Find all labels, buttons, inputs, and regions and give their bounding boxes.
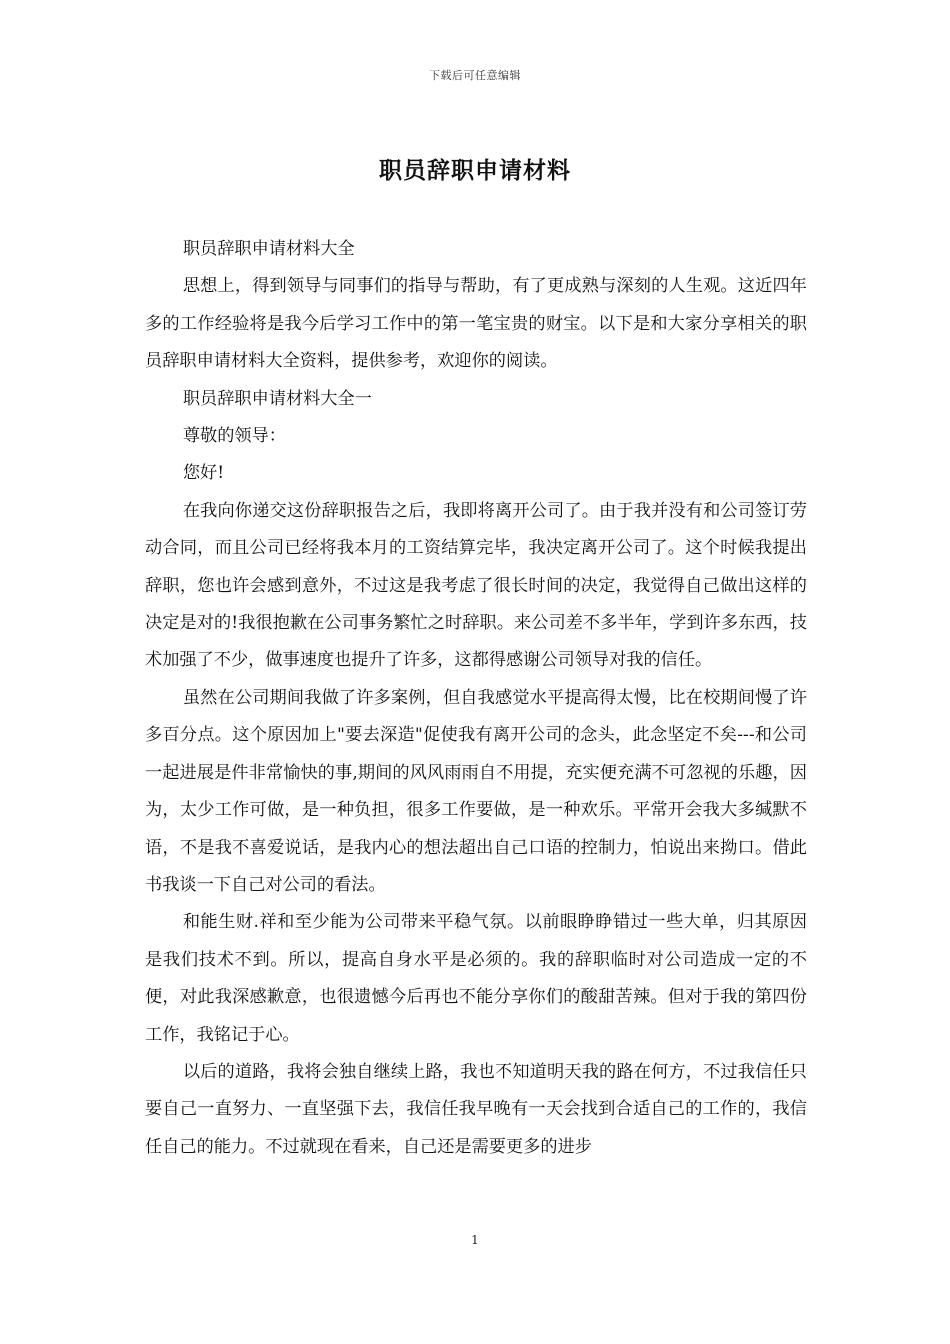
paragraph-body: 以后的道路，我将会独自继续上路，我也不知道明天我的路在何方，不过我信任只要自己一直努力、一直坚强下去，我信任我早晚有一天会找到合适自己的工作的，我信任自己的能力。不过就现在看来，自己还是需要更多的进步 <box>145 1061 807 1157</box>
page-number: 1 <box>471 1233 479 1247</box>
paragraph-greeting: 您好! <box>182 463 225 484</box>
document-body <box>145 231 807 1166</box>
page-header-note: 下载后可任意编辑 <box>429 69 521 82</box>
paragraph-body: 虽然在公司期间我做了许多案例，但自我感觉水平提高得太慢，比在校期间慢了许多百分点。这个原因加上"要去深造"促使我有离开公司的念头，此念坚定不矣---和公司一起进展是件非常愉快的事,期间的风风雨雨自不用提，充实便充满不可忽视的乐趣，因为，太少工作可做，是一种负担，很多工作要做，是一种欢乐。平常开会我大多缄默不语，不是我不喜爱说话，是我内心的想法超出自己口语的控制力，怕说出来拗口。借此书我谈一下自己对公司的看法。 <box>145 687 807 895</box>
paragraph-intro-heading: 职员辞职申请材料大全 <box>182 239 355 259</box>
paragraph-intro: 思想上，得到领导与同事们的指导与帮助，有了更成熟与深刻的人生观。这近四年多的工作经验将是我今后学习工作中的第一笔宝贵的财宝。以下是和大家分享相关的职员辞职申请材料大全资料，提供参考，欢迎你的阅读。 <box>145 276 807 372</box>
document-title: 职员辞职申请材料 <box>379 157 571 184</box>
paragraph-body: 和能生财.祥和至少能为公司带来平稳气氛。以前眼睁睁错过一些大单，归其原因是我们技术不到。所以，提高自身水平是必须的。我的辞职临时对公司造成一定的不便，对此我深感歉意，也很遗憾今后再也不能分享你们的酸甜苦辣。但对于我的第四份工作，我铭记于心。 <box>145 912 807 1045</box>
paragraph-section-heading: 职员辞职申请材料大全一 <box>182 388 372 409</box>
paragraph-salutation: 尊敬的领导： <box>182 426 286 447</box>
paragraph-body: 在我向你递交这份辞职报告之后，我即将离开公司了。由于我并没有和公司签订劳动合同，而且公司已经将我本月的工资结算完毕，我决定离开公司了。这个时候我提出辞职，您也许会感到意外，不过这是我考虑了很长时间的决定，我觉得自己做出这样的决定是对的!我很抱歉在公司事务繁忙之时辞职。来公司差不多半年，学到许多东西，技术加强了不少，做事速度也提升了许多，这都得感谢公司领导对我的信任。 <box>145 500 807 671</box>
